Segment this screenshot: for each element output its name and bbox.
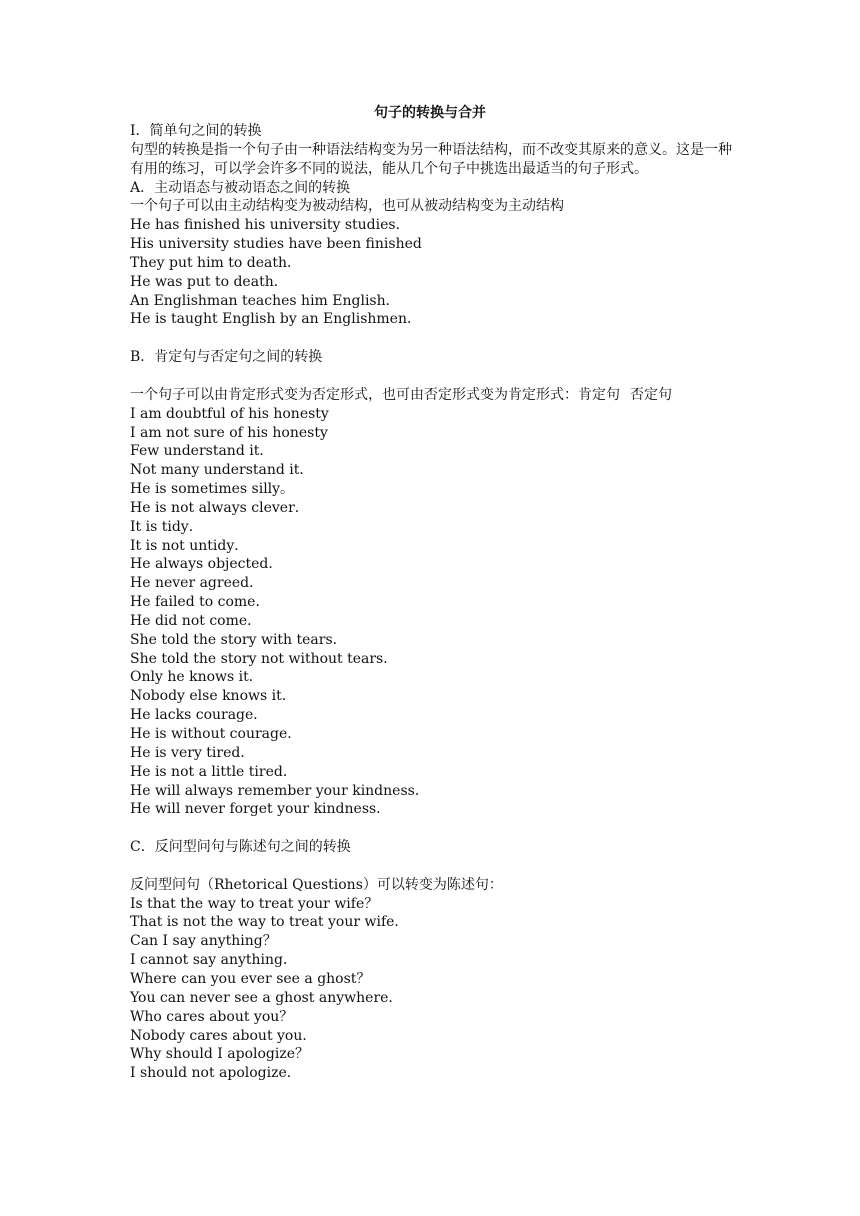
example-line: Can I say anything？ (130, 933, 277, 950)
example-line: He always objected． (130, 556, 283, 573)
part-a-examples (130, 216, 740, 329)
example-line: She told the story with tears． (130, 631, 347, 648)
example-line: He is sometimes silly。 (130, 481, 295, 498)
example-line: I am not sure of his honesty (130, 424, 328, 441)
spacer (130, 819, 740, 838)
example-line: It is tidy． (130, 518, 203, 535)
example-line: Who cares about you？ (130, 1008, 294, 1025)
section-heading: Ⅰ．简单句之间的转换 (130, 123, 262, 139)
part-b-heading: B．肯定句与否定句之间的转换 (130, 349, 323, 366)
example-line: He is very tired． (130, 744, 255, 761)
example-line: He is not a little tired． (130, 763, 297, 780)
part-a-description: 一个句子可以由主动结构变为被动结构，也可从被动结构变为主动结构 (130, 198, 564, 215)
example-line: I am doubtful of his honesty (130, 405, 329, 422)
example-line: He did not come． (130, 612, 262, 629)
example-line: Only he knows it． (130, 669, 263, 686)
example-line: He lacks courage． (130, 707, 268, 724)
example-line: Nobody else knows it． (130, 688, 296, 705)
example-line: It is not untidy． (130, 537, 249, 554)
spacer (130, 857, 740, 876)
part-b-examples (130, 405, 740, 820)
example-line: An Englishman teaches him English． (130, 292, 400, 309)
example-line: He is taught English by an Englishmen． (130, 311, 421, 328)
example-line: He was put to death． (130, 273, 288, 290)
example-line: Is that the way to treat your wife？ (130, 895, 379, 912)
example-line: He is not always clever． (130, 499, 309, 516)
part-b-desc-text: 一个句子可以由肯定形式变为否定形式，也可由否定形式变为肯定形式：肯定句 (130, 386, 620, 403)
spacer (130, 367, 740, 386)
example-line: Nobody cares about you． (130, 1027, 317, 1044)
example-line: He is without courage． (130, 726, 302, 742)
spacer (130, 329, 740, 348)
document-title: 句子的转换与合并 (374, 105, 486, 121)
example-line: She told the story not without tears． (130, 650, 398, 667)
example-line: He will never forget your kindness． (130, 801, 391, 818)
part-b-desc-text-2: 否定句 (630, 386, 672, 403)
example-line: He has finished his university studies． (130, 217, 410, 234)
example-line: They put him to death． (130, 254, 302, 271)
example-line: Few understand it． (130, 443, 274, 460)
example-line: You can never see a ghost anywhere． (130, 989, 403, 1006)
example-line: He will always remember your kindness． (130, 782, 429, 799)
example-line: He never agreed． (130, 575, 264, 592)
example-line: He failed to come． (130, 594, 270, 611)
example-line: I cannot say anything． (130, 952, 297, 969)
part-c-heading: C．反问型问句与陈述句之间的转换 (130, 839, 351, 856)
example-line: Where can you ever see a ghost？ (130, 970, 371, 987)
part-c-description: 反问型问句（Rhetorical Questions）可以转变为陈述句： (130, 876, 503, 893)
document-body (130, 122, 740, 1083)
example-line: That is not the way to treat your wife． (130, 914, 409, 931)
example-line: His university studies have been finished (130, 236, 422, 253)
part-b-description (130, 386, 740, 405)
section-intro: 句型的转换是指一个句子由一种语法结构变为另一种语法结构，而不改变其原来的意义。这是一种有用的练习，可以学会许多不同的说法，能从几个句子中挑选出最适当的句子形式。 (130, 141, 732, 177)
part-c-examples (130, 895, 740, 1083)
example-line: Not many understand it． (130, 462, 314, 479)
part-a-heading: A．主动语态与被动语态之间的转换 (130, 179, 351, 196)
example-line: Why should I apologize？ (130, 1046, 310, 1063)
example-line: I should not apologize． (130, 1065, 301, 1082)
